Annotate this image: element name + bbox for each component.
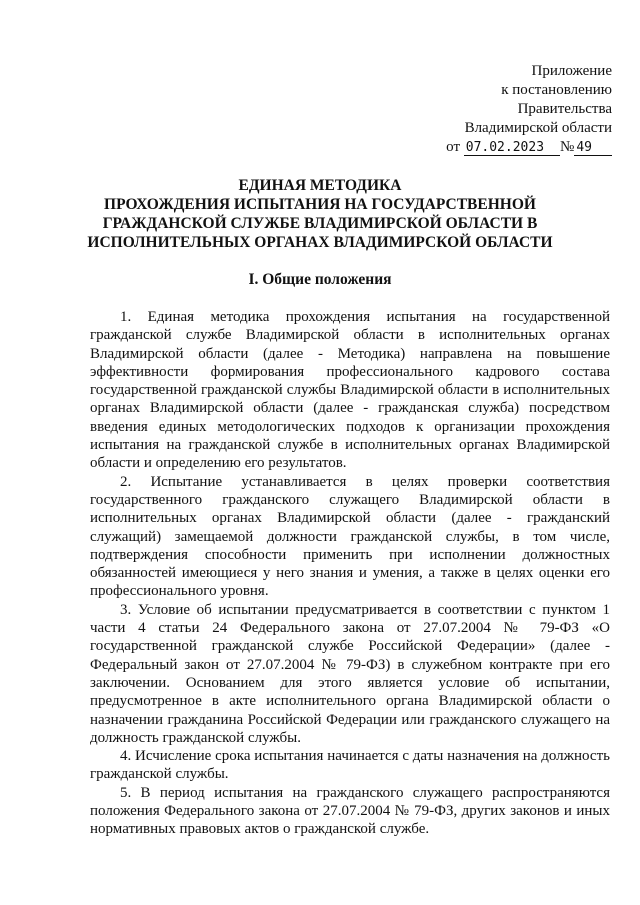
paragraph-2: 2. Испытание устанавливается в целях проверки соответствия государственного гражданского служащего Владимирской области в исполнительных органах Владимирской области (далее - гражданский служащий) замещаемой должности гражданской службы, в том числе, подтверждения способности применить при исполнении должностных обязанностей имеющиеся у него знания и умения, а также в целях оценки его профессионального уровня. [90,473,610,600]
appendix-line: Правительства [517,101,612,117]
title-line: ЕДИНАЯ МЕТОДИКА [238,177,402,194]
document-title [40,176,600,252]
decree-date-line [446,138,612,157]
decree-number: 49 [574,140,612,156]
paragraph-4: 4. Исчисление срока испытания начинается с даты назначения на должность гражданской службы. [90,748,610,783]
title-line: ИСПОЛНИТЕЛЬНЫХ ОРГАНАХ ВЛАДИМИРСКОЙ ОБЛАСТИ [87,234,553,251]
from-label: от [446,139,460,155]
decree-date: 07.02.2023 [464,140,560,156]
appendix-line: к постановлению [501,82,612,98]
body-text [90,308,610,839]
section-title: I. Общие положения [248,271,392,288]
appendix-line: Владимирской области [464,120,612,136]
paragraph-3: 3. Условие об испытании предусматривается в соответствии с пунктом 1 части 4 статьи 24 Федерального закона от 27.07.2004 № 79-ФЗ «О государственной гражданской службе Российской Федерации» (далее - Федеральный закон от 27.07.2004 № 79-ФЗ) в служебном контракте при его заключении. Основанием для этого является условие об испытании, предусмотренное в акте исполнительного органа Владимирской области о назначении гражданина Российской Федерации или гражданского служащего на должность гражданской службы. [90,601,610,746]
paragraph-5: 5. В период испытания на гражданского служащего распространяются положения Федерального закона от 27.07.2004 № 79-ФЗ, других законов и иных нормативных правовых актов о гражданской службе. [90,784,610,838]
number-label: № [560,139,575,155]
appendix-line: Приложение [531,63,612,79]
appendix-block [446,62,612,157]
paragraph-1: 1. Единая методика прохождения испытания на государственной гражданской службе Владимирской области в исполнительных органах Владимирской области (далее - Методика) направлена на повышение эффективности формирования профессионального кадрового состава государственной гражданской службы Владимирской области в исполнительных органах Владимирской области (далее - гражданская служба) посредством введения единых методологических подходов к организации прохождения испытания на гражданской службе в исполнительных органах Владимирской области и определению его результатов. [90,309,610,472]
title-line: ГРАЖДАНСКОЙ СЛУЖБЕ ВЛАДИМИРСКОЙ ОБЛАСТИ В [102,215,538,232]
title-line: ПРОХОЖДЕНИЯ ИСПЫТАНИЯ НА ГОСУДАРСТВЕННОЙ [104,196,536,213]
